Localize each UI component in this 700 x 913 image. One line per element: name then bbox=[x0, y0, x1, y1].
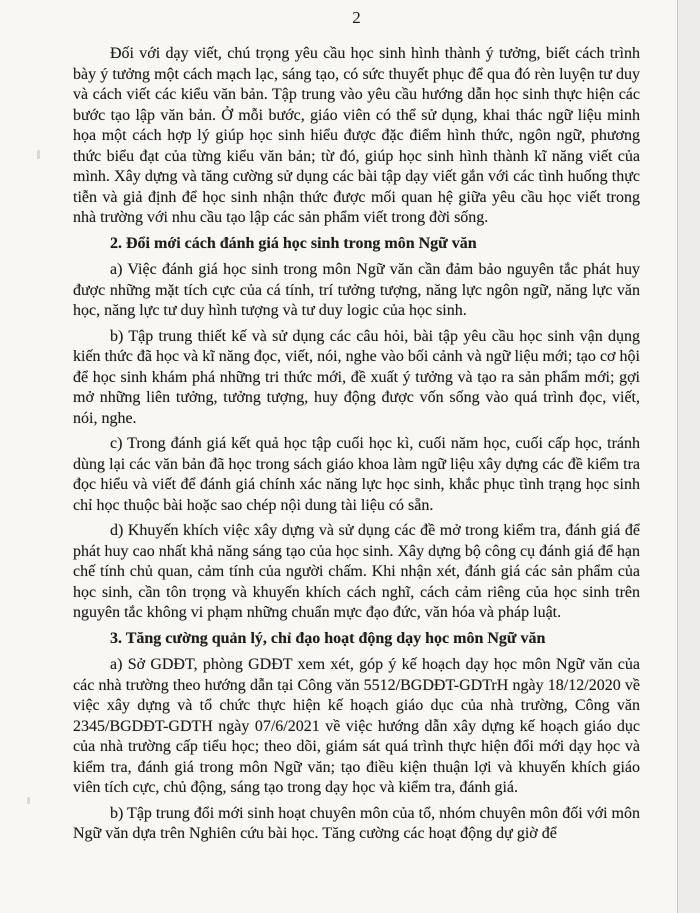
paragraph: a) Việc đánh giá học sinh trong môn Ngữ văn cần đảm bảo nguyên tắc phát huy được những mặt tích cực của cá tính, trí tưởng tượng, năng lực ngôn ngữ, năng lực văn học, năng lực tư duy hình tượng và tư duy logic của học sinh. bbox=[73, 261, 640, 319]
document-body bbox=[73, 44, 640, 850]
scan-edge-shadow bbox=[677, 0, 700, 913]
section-heading: 3. Tăng cường quản lý, chỉ đạo hoạt động dạy học môn Ngữ văn bbox=[110, 629, 546, 647]
scan-artifact-speck bbox=[27, 797, 30, 804]
page-number: 2 bbox=[352, 8, 361, 27]
paragraph: b) Tập trung thiết kế và sử dụng các câu hỏi, bài tập yêu cầu học sinh vận dụng kiến thức đã học và kĩ năng đọc, viết, nói, nghe vào bối cảnh và ngữ liệu mới; tạo cơ hội để học sinh khám phá những tri thức mới, đề xuất ý tưởng và tạo ra sản phẩm mới; gợi mở những liên tưởng, tưởng tượng, huy động được vốn sống vào quá trình đọc, viết, nói, nghe. bbox=[73, 327, 640, 427]
scan-artifact-speck bbox=[37, 150, 40, 159]
paragraph: c) Trong đánh giá kết quả học tập cuối học kì, cuối năm học, cuối cấp học, tránh dùng lại các văn bản đã học trong sách giáo khoa làm ngữ liệu xây dựng các đề kiểm tra đọc hiểu và viết để đánh giá chính xác năng lực học sinh, khắc phục tình trạng học sinh chỉ học thuộc bài hoặc sao chép nội dung tài liệu có sẵn. bbox=[73, 435, 640, 514]
paragraph: a) Sở GDĐT, phòng GDĐT xem xét, góp ý kế hoạch dạy học môn Ngữ văn của các nhà trường theo hướng dẫn tại Công văn 5512/BGDĐT-GDTrH ngày 18/12/2020 về việc xây dựng và tổ chức thực hiện kế hoạch giáo dục của nhà trường, Công văn 2345/BGDĐT-GDTH ngày 07/6/2021 về việc hướng dẫn xây dựng kế hoạch giáo dục của nhà trường cấp tiểu học; theo dõi, giám sát quá trình thực hiện đổi mới dạy học và kiểm tra, đánh giá trong môn Ngữ văn; tạo điều kiện thuận lợi và khuyến khích giáo viên tích cực, chủ động, sáng tạo trong dạy học và kiểm tra, đánh giá. bbox=[73, 656, 640, 796]
paragraph: Đối với dạy viết, chú trọng yêu cầu học sinh hình thành ý tưởng, biết cách trình bày ý tưởng một cách mạch lạc, sáng tạo, có sức thuyết phục để qua đó rèn luyện tư duy và cách viết các kiểu văn bản. Tập trung vào yêu cầu hướng dẫn học sinh thực hiện các bước tạo lập văn bản. Ở mỗi bước, giáo viên có thể sử dụng, khai thác ngữ liệu minh họa một cách hợp lý giúp học sinh hiểu được đặc điểm hình thức, ngôn ngữ, phương thức biểu đạt của từng kiểu văn bản; từ đó, giúp học sinh hình thành kĩ năng viết của mình. Xây dựng và tăng cường sử dụng các bài tập dạy viết gắn với các tình huống thực tiễn và giả định để học sinh nhận thức được mối quan hệ giữa yêu cầu học viết trong nhà trường với nhu cầu tạo lập các sản phẩm viết trong đời sống. bbox=[73, 45, 640, 226]
paragraph: b) Tập trung đổi mới sinh hoạt chuyên môn của tổ, nhóm chuyên môn đối với môn Ngữ văn dựa trên Nghiên cứu bài học. Tăng cường các hoạt động dự giờ để bbox=[73, 804, 640, 842]
section-heading: 2. Đổi mới cách đánh giá học sinh trong môn Ngữ văn bbox=[110, 234, 477, 252]
paragraph: d) Khuyến khích việc xây dựng và sử dụng các đề mở trong kiểm tra, đánh giá để phát huy cao nhất khả năng sáng tạo của học sinh. Xây dựng bộ công cụ đánh giá để hạn chế tính chủ quan, cảm tính của người chấm. Khi nhận xét, đánh giá các sản phẩm của học sinh, cần tôn trọng và khuyến khích cách nghĩ, cách cảm riêng của học sinh trên nguyên tắc không vi phạm những chuẩn mực đạo đức, văn hóa và pháp luật. bbox=[73, 522, 640, 621]
